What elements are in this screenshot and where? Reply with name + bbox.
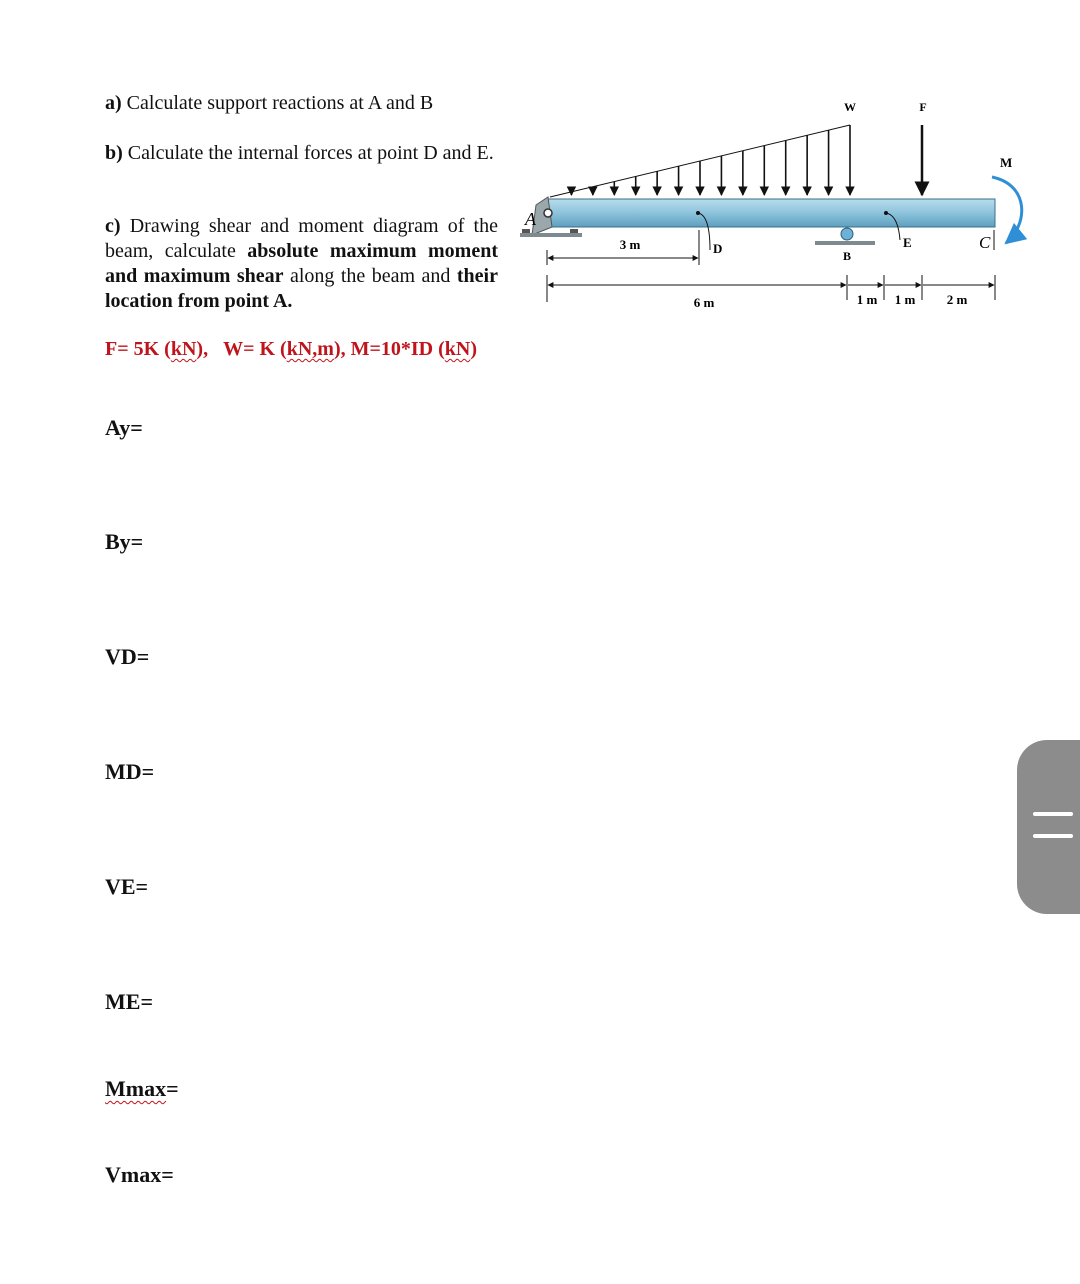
beam bbox=[545, 199, 995, 227]
dim-1m-b-label: 1 m bbox=[894, 292, 916, 307]
dim-6m-label: 6 m bbox=[693, 295, 715, 310]
label-b: B bbox=[843, 249, 852, 263]
roller-support-b bbox=[815, 228, 875, 245]
param-m-post: ) bbox=[470, 338, 478, 360]
moment-m-arrow bbox=[992, 177, 1022, 243]
beam-diagram bbox=[510, 95, 1030, 325]
param-w-unit: kN,m bbox=[286, 338, 334, 360]
param-f-unit: kN bbox=[170, 338, 197, 360]
question-b-text: Calculate the internal forces at point D and E. bbox=[122, 142, 494, 164]
label-w: W bbox=[844, 100, 856, 114]
param-w-mid: ), M=10*ID ( bbox=[333, 338, 445, 360]
question-c-text-2: along the beam and bbox=[283, 265, 457, 287]
question-a-label: a) bbox=[105, 92, 122, 114]
dim-3m-label: 3 m bbox=[619, 237, 641, 252]
dim-1m-a-label: 1 m bbox=[856, 292, 878, 307]
handle-grip-line-2 bbox=[1033, 834, 1073, 838]
question-a-text: Calculate support reactions at A and B bbox=[121, 92, 434, 114]
handle-grip-line-1 bbox=[1033, 812, 1073, 816]
label-f: F bbox=[919, 100, 927, 114]
answer-vd: VD= bbox=[105, 644, 150, 669]
label-c: C bbox=[979, 233, 991, 252]
label-e: E bbox=[903, 235, 912, 250]
answer-md: MD= bbox=[105, 759, 155, 784]
answer-by: By= bbox=[105, 529, 144, 554]
dim-2m-label: 2 m bbox=[946, 292, 968, 307]
answer-ve: VE= bbox=[105, 874, 149, 899]
question-b-label: b) bbox=[105, 142, 123, 164]
question-b bbox=[105, 141, 498, 166]
answer-mmax-eq: = bbox=[166, 1076, 179, 1101]
param-f-post: ), bbox=[196, 338, 209, 360]
label-m: M bbox=[1000, 155, 1013, 170]
given-parameters bbox=[105, 338, 477, 361]
answer-me: ME= bbox=[105, 989, 153, 1014]
question-c-bold-1: absolute maximum moment and maximum shear bbox=[105, 240, 498, 287]
question-c bbox=[105, 214, 498, 314]
question-c-bold-2: their location from point A. bbox=[105, 265, 498, 312]
answer-mmax bbox=[105, 1076, 179, 1102]
question-c-label: c) bbox=[105, 215, 121, 237]
answer-vmax: Vmax= bbox=[105, 1162, 174, 1187]
label-a: A bbox=[525, 209, 536, 229]
answer-mmax-label: Mmax bbox=[105, 1076, 167, 1101]
param-w-pre: W= K ( bbox=[223, 338, 287, 360]
side-panel-handle[interactable] bbox=[1017, 740, 1080, 914]
label-d: D bbox=[713, 241, 723, 256]
answer-ay: Ay= bbox=[105, 415, 143, 440]
question-a bbox=[105, 91, 498, 116]
question-c-text-1: Drawing shear and moment diagram of the beam, calculate bbox=[105, 215, 498, 262]
param-m-unit: kN bbox=[444, 338, 471, 360]
param-f-pre: F= 5K ( bbox=[105, 338, 171, 360]
